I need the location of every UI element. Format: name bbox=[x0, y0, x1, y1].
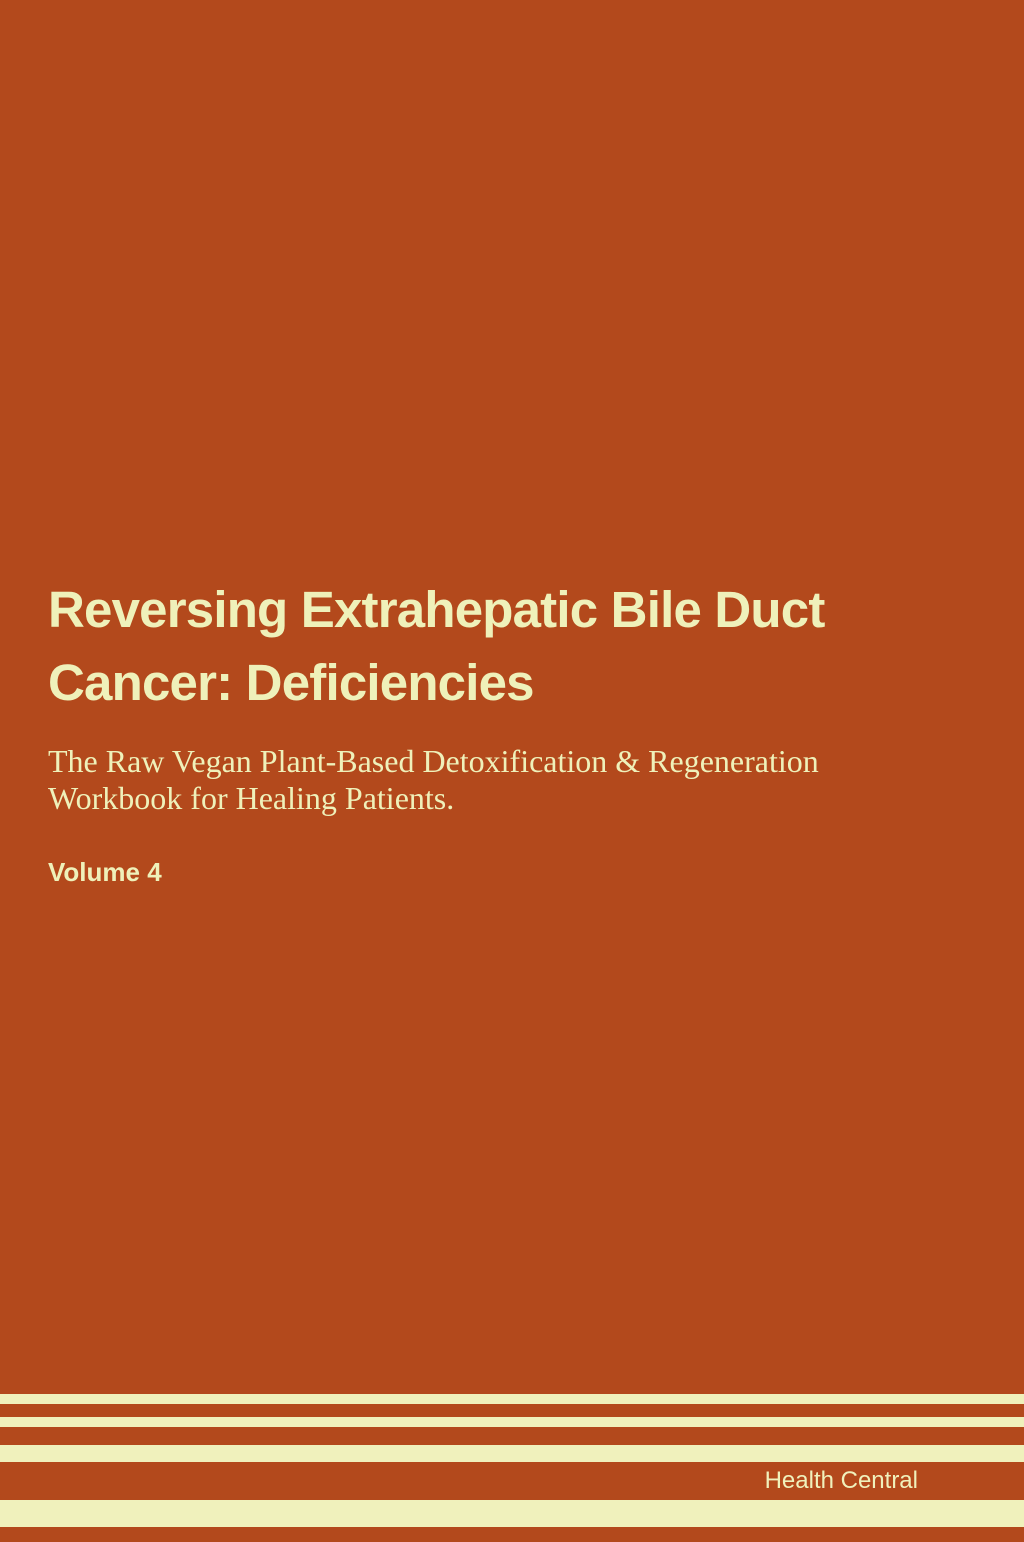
publisher-band bbox=[0, 1462, 1024, 1500]
book-subtitle-line-1: The Raw Vegan Plant-Based Detoxification & Regeneration bbox=[48, 743, 819, 779]
footer-stripe-thin-2 bbox=[0, 1417, 1024, 1427]
publisher-name: Health Central bbox=[764, 1467, 918, 1494]
footer-stripe-thick bbox=[0, 1500, 1024, 1527]
footer-stripe-thin-1 bbox=[0, 1394, 1024, 1404]
footer-stripe-medium bbox=[0, 1445, 1024, 1462]
book-subtitle-line-2: Workbook for Healing Patients. bbox=[48, 780, 455, 816]
book-subtitle bbox=[48, 743, 934, 817]
volume-label: Volume 4 bbox=[48, 857, 162, 887]
title-block bbox=[48, 573, 968, 719]
book-title-line-1: Reversing Extrahepatic Bile Duct bbox=[48, 581, 825, 638]
book-title-line-2: Cancer: Deficiencies bbox=[48, 654, 534, 711]
book-title bbox=[48, 573, 968, 719]
